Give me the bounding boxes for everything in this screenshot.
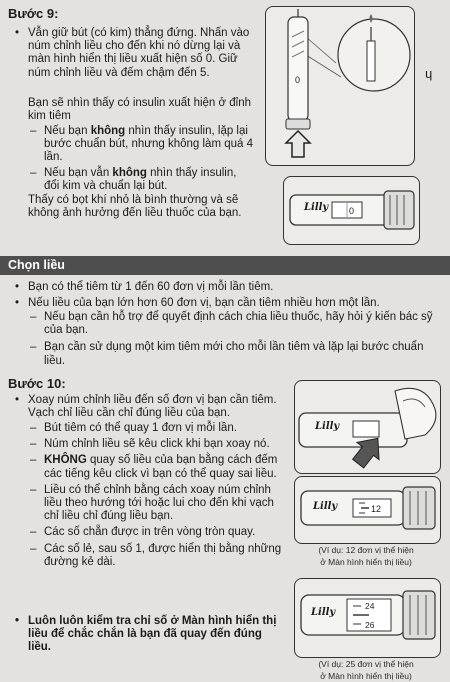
text-part: quay số liều của bạn bằng cách đếm các tiếng kêu click vì bạn có thể quay sai liều. bbox=[44, 454, 278, 480]
step9-bullets bbox=[12, 27, 252, 80]
step9-dash-still-no-insulin bbox=[28, 167, 253, 193]
text-part: Nếu bạn vẫn bbox=[44, 166, 113, 179]
caption-line: (Ví dụ: 25 đơn vị thể hiện bbox=[318, 659, 414, 669]
choose-dose-title: Chọn liều bbox=[8, 258, 65, 272]
lilly-logo: Lilly bbox=[311, 607, 336, 618]
step9-dash-list bbox=[28, 125, 253, 193]
step10-title: Bước 10: bbox=[8, 376, 66, 391]
step9-title: Bước 9: bbox=[8, 6, 59, 21]
emphasis-khong: không bbox=[112, 166, 147, 179]
step9-dash-no-insulin bbox=[28, 125, 253, 165]
step10-dash-even-numbers: – Các số chẵn được in trên vòng tròn quay. bbox=[28, 526, 290, 539]
step10-dose-25-figure bbox=[294, 578, 441, 658]
dose-number-26: 26 bbox=[365, 620, 375, 630]
step10-bullet-check-display: • Luôn luôn kiểm tra chỉ số ở Màn hình hiển thị liều để chắc chắn là bạn đã quay đến đúng liều. bbox=[12, 615, 282, 655]
step9-bullet-hold: • Vẫn giữ bút (có kim) thẳng đứng. Nhấn vào núm chỉnh liều cho đến khi nó dừng lại và màn hình hiển thị liều xuất hiện số 0. Giữ núm chỉnh liều và đếm chậm đến 5. bbox=[12, 27, 252, 80]
text-part: Nếu bạn bbox=[44, 125, 91, 137]
step10-dash-one-unit: – Bút tiêm có thể quay 1 đơn vị mỗi lần. bbox=[28, 422, 290, 435]
choose-dash-ask-doctor: – Nếu bạn cần hỗ trợ để quyết định cách chia liều thuốc, hãy hỏi ý kiến bác sỹ của bạn. bbox=[28, 311, 440, 337]
step10-section bbox=[0, 372, 450, 680]
step9-note: Bạn sẽ nhìn thấy có insulin xuất hiện ở đỉnh kim tiêm bbox=[28, 97, 251, 123]
step10-dash-click: – Núm chỉnh liều sẽ kêu click khi bạn xoay nó. bbox=[28, 438, 290, 451]
step10-turn-knob-figure bbox=[294, 380, 441, 474]
step9-bubble-note: Thấy có bọt khí nhỏ là bình thường và sẽ không ảnh hưởng đến liều thuốc của bạn. bbox=[28, 194, 242, 220]
step10-bullet-turn-knob: • Xoay núm chỉnh liều đến số đơn vị bạn cần tiêm. Vạch chỉ liều cần chỉ đúng liều của bạn. bbox=[12, 394, 287, 420]
emphasis-khong: không bbox=[90, 125, 126, 137]
step10-dash-adjust: – Liều có thể chỉnh bằng cách xoay núm chỉnh liều theo hướng tới hoặc lui cho đến khi vạch chỉ liều chỉ đúng liều bạn. bbox=[28, 484, 290, 524]
dose-25-illustration bbox=[295, 579, 440, 657]
caption-25-units bbox=[296, 658, 436, 682]
dose-number: 0 bbox=[349, 206, 355, 216]
step9-section bbox=[0, 0, 450, 248]
dose-number-24: 24 bbox=[365, 601, 375, 611]
step10-dash-odd-numbers: – Các số lẻ, sau số 1, được hiển thị bằng những đường kẻ dài. bbox=[28, 543, 290, 569]
lilly-logo: Lilly bbox=[315, 421, 340, 432]
choose-dash-list bbox=[28, 311, 440, 368]
lilly-logo: Lilly bbox=[304, 202, 329, 213]
lilly-logo: Lilly bbox=[313, 501, 338, 512]
step10-dose-12-figure bbox=[294, 476, 441, 544]
step10-bullets bbox=[12, 394, 287, 420]
caption-line: ở Màn hình hiển thị liều) bbox=[320, 557, 412, 567]
choose-bullet-range: • Bạn có thể tiêm từ 1 đến 60 đơn vị mỗi lần tiêm. bbox=[12, 281, 442, 294]
choose-dose-section bbox=[0, 276, 450, 371]
step9-dose-window-figure bbox=[283, 176, 420, 245]
step10-check-bullet bbox=[12, 615, 282, 655]
emphasis-khong-caps: KHÔNG bbox=[44, 454, 87, 467]
text-part: nhìn thấy insulin, đổi kim và chuẩn lại bút. bbox=[44, 166, 237, 192]
step10-dash-list bbox=[28, 422, 290, 569]
step10-dash-no-counting bbox=[28, 454, 290, 480]
choose-bullet-over60: • Nếu liều của bạn lớn hơn 60 đơn vị, bạn cần tiêm nhiều hơn một lần. bbox=[12, 297, 442, 310]
dose-number-12: 12 bbox=[371, 504, 382, 514]
pen-upright-illustration bbox=[266, 7, 414, 165]
step9-pen-upright-figure bbox=[265, 6, 415, 166]
caption-12-units bbox=[296, 544, 436, 568]
choose-dash-new-needle: – Bạn cần sử dụng một kim tiêm mới cho mỗi lần tiêm và lặp lại bước chuẩn liều. bbox=[28, 341, 440, 367]
margin-mark: ɥ bbox=[425, 66, 433, 81]
choose-dose-header bbox=[0, 256, 450, 275]
choose-dose-bullets bbox=[12, 281, 442, 310]
dose-window-zero: 0 bbox=[295, 75, 301, 85]
text-part: nhìn thấy insulin, lặp lại bước chuẩn bút, nhưng không làm quá 4 lần. bbox=[44, 125, 253, 164]
caption-line: (Ví dụ: 12 đơn vị thể hiện bbox=[318, 545, 414, 555]
caption-line: ở Màn hình hiển thị liều) bbox=[320, 671, 412, 681]
arrow-up-icon bbox=[286, 131, 310, 157]
